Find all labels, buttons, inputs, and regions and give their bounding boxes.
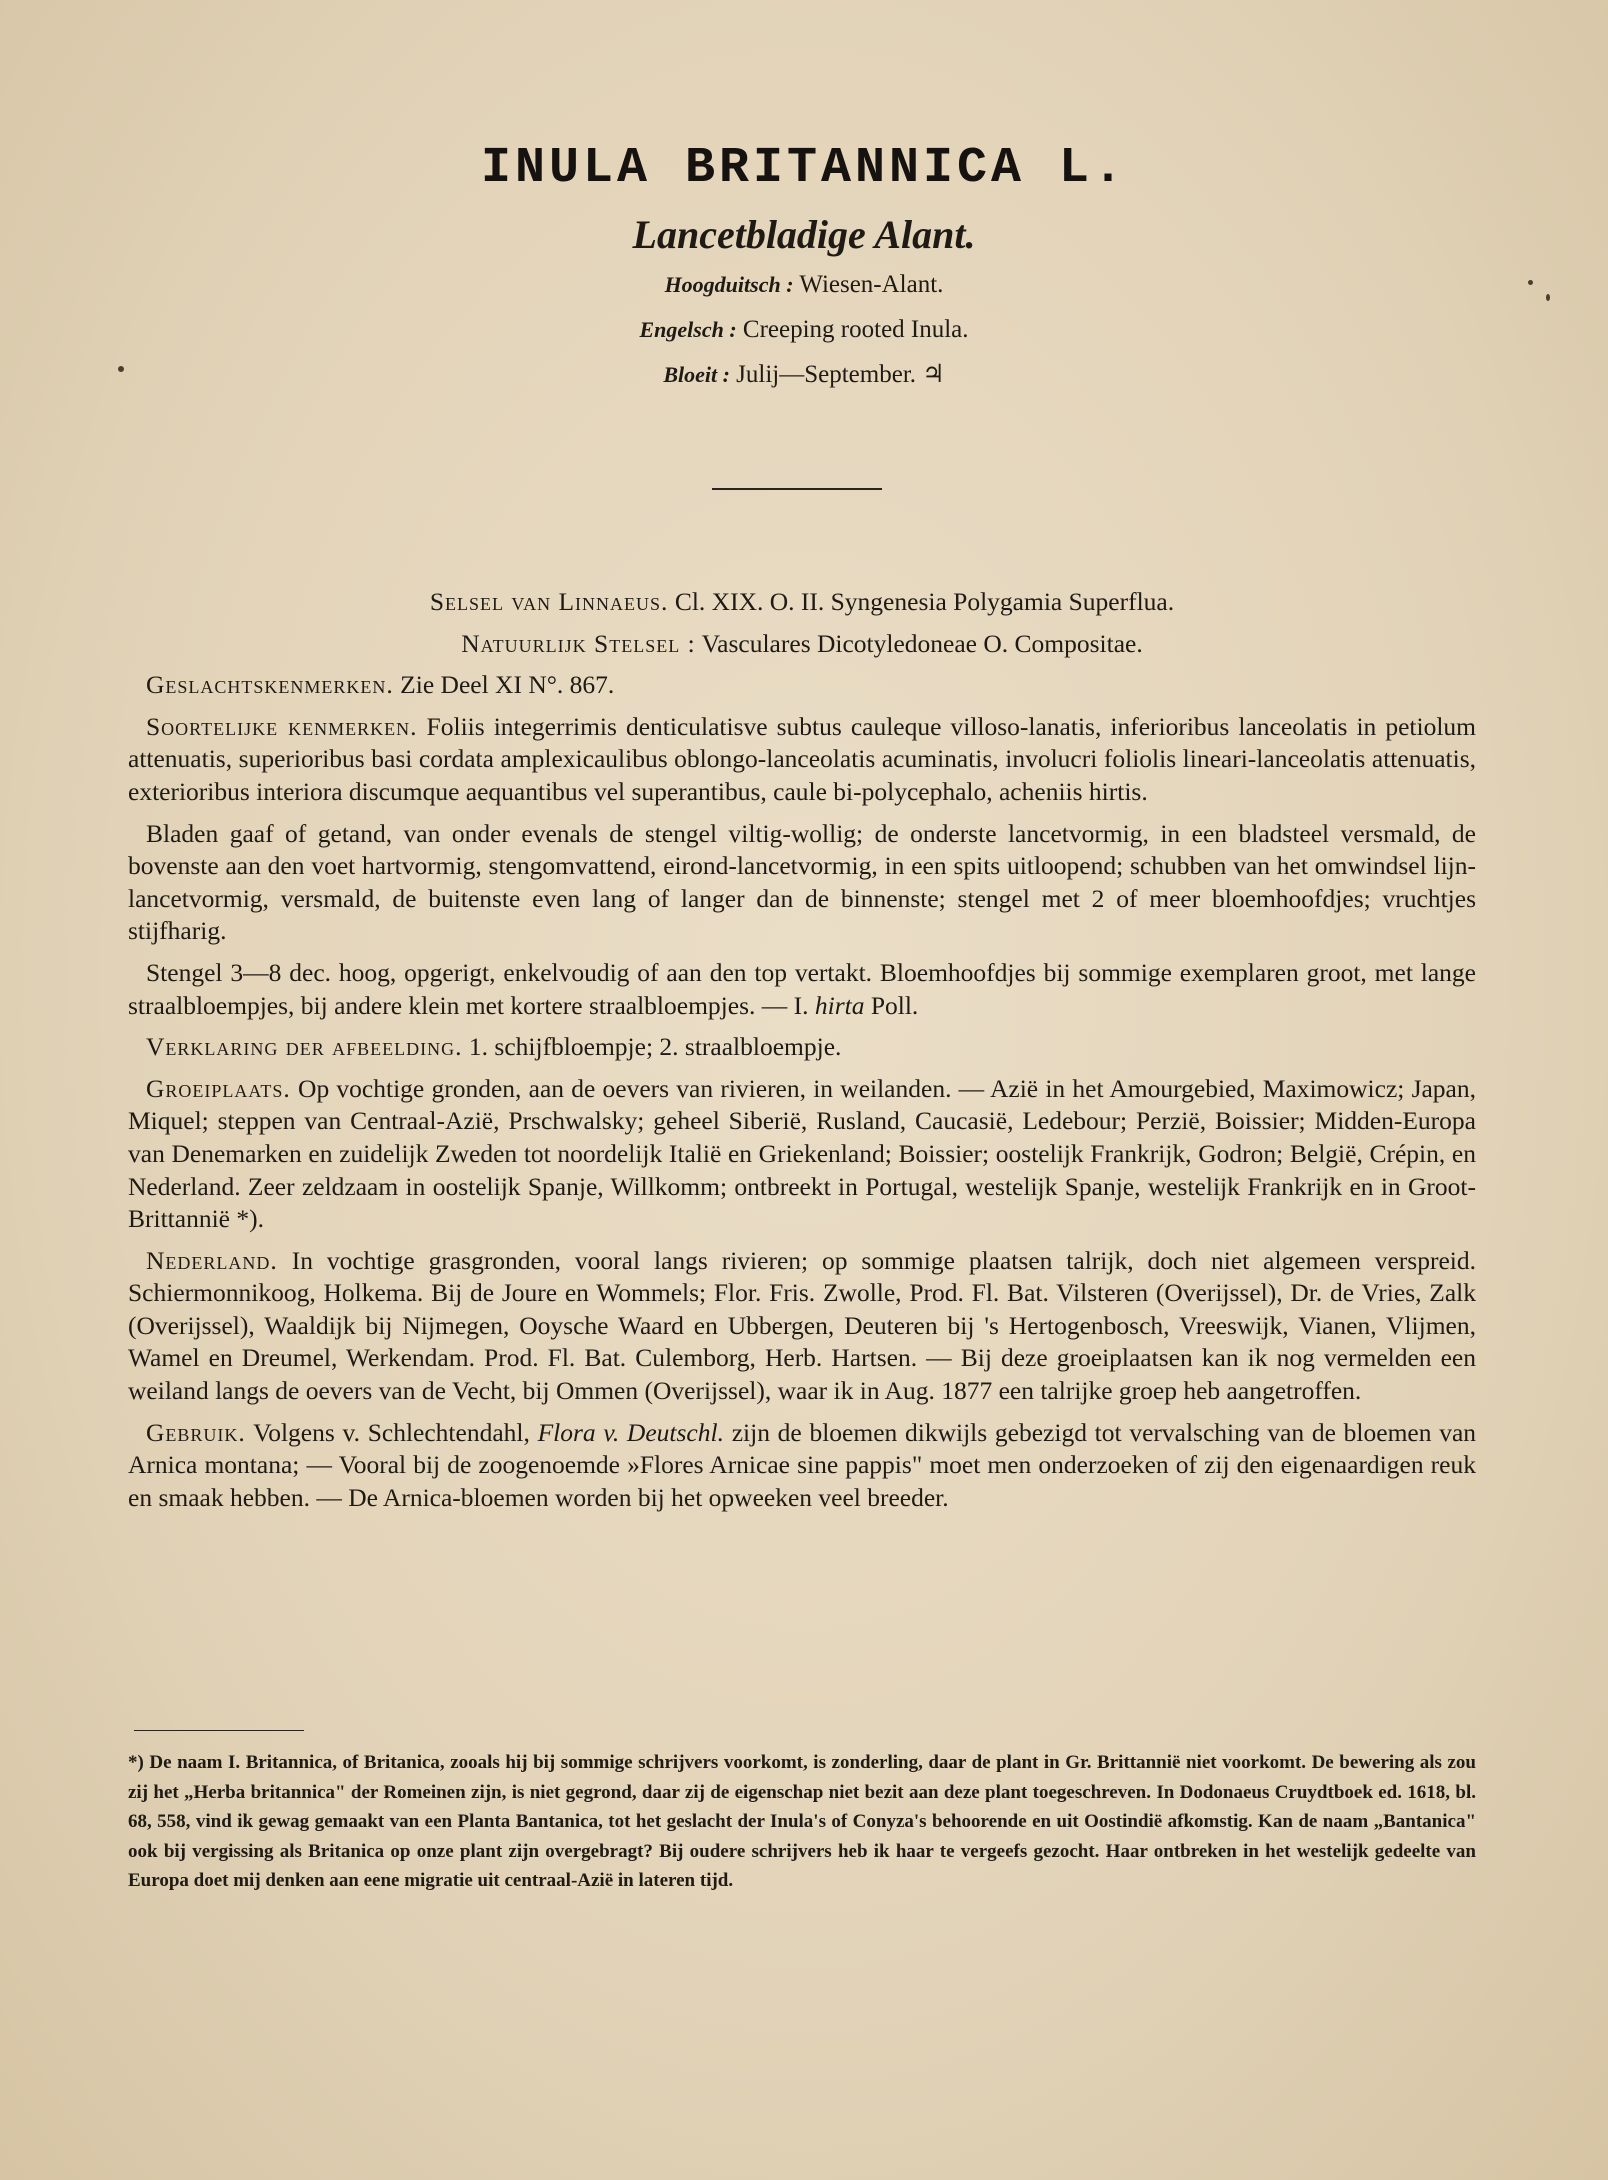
german-label: Hoogduitsch : (664, 272, 794, 297)
page-title: INULA BRITANNICA L. (480, 140, 1128, 197)
bloom-label: Bloeit : (663, 362, 730, 387)
header-divider (712, 488, 882, 490)
species-label: Soortelijke kenmerken. (146, 711, 418, 741)
linnaeus-value: Cl. XIX. O. II. Syngenesia Polygamia Superflua. (674, 587, 1175, 616)
english-name: Creeping rooted Inula. (742, 316, 969, 343)
main-text (128, 586, 1476, 1523)
natural-system (128, 628, 1476, 661)
netherlands-label: Nederland. (146, 1245, 278, 1275)
genus-label: Geslachtskenmerken. (146, 670, 394, 700)
german-name-line (0, 267, 1608, 303)
usage-text-2: zijn de bloemen dikwijls gebezigd tot vervalsching van de bloemen van Arnica montana; — Vooral bij de zoogenoemde »Flores Arnicae sine pappis" moet men onderzoeken of zij den eigenaardigen reuk en smaak hebben. — De Arnica-bloemen worden bij het opweeken veel breeder. (128, 1417, 1477, 1512)
figure-text: 1. schijfbloempje; 2. straalbloempje. (468, 1032, 842, 1062)
footnote-divider (134, 1730, 304, 1731)
genus-characters (128, 669, 1476, 702)
english-name-line (0, 312, 1608, 348)
page-subtitle: Lancetbladige Alant. (632, 212, 976, 257)
natural-label: Natuurlijk Stelsel : (461, 628, 696, 658)
usage-label: Gebruik. (146, 1417, 246, 1447)
german-name: Wiesen-Alant. (799, 271, 944, 298)
species-latin-text: Foliis integerrimis denticulatisve subtus cauleque villoso-lanatis, inferioribus lanceolatis in petiolum attenuatis, superioribus basi cordata amplexicaulibus oblongo-lanceolatis acuminatis, involucri foliolis lineari-lanceolatis attenuatis, exterioribus interiora discumque aequantibus vel superantibus, caule bi-polycephalo, acheniis hirtis. (128, 711, 1477, 806)
footnote: *) De naam I. Britannica, of Britanica, zooals hij bij sommige schrijvers voorkomt, is zonderling, daar de plant in Gr. Brittannië niet voorkomt. De bewering als zou zij het „Herba britannica" der Romeinen zijn, is niet gegrond, daar zij de eigenschap niet bezit aan deze plant toegeschreven. In Dodonaeus Cruydtboek ed. 1618, bl. 68, 558, vind ik gewag gemaakt van een Planta Bantanica, tot het geslacht der Inula's of Conyza's behoorende en uit Oostindië afkomstig. Kan de naam „Bantanica" ook bij vergissing als Britanica op onze plant zijn overgebragt? Bij oudere schrijvers heb ik haar te vergeefs gezocht. Haar ontbreken in het westelijk gedeelte van Europa doet mij denken aan eene migratie uit centraal-Azië in lateren tijd. (128, 1752, 1476, 1891)
species-dutch-description: Bladen gaaf of getand, van onder evenals de stengel viltig-wollig; de onderste lancetvormig, in een bladsteel versmald, de bovenste aan den voet hartvormig, stengomvattend, eirond-lancetvormig, in een spits uitloopend; schubben van het omwindsel lijn-lancetvormig, versmald, de buitenste even lang of langer dan de binnenste; stengel met 2 of meer bloemhoofdjes; vruchtjes stijfharig. (128, 818, 1476, 946)
usage-text-1: Volgens v. Schlechtendahl, (253, 1417, 530, 1447)
bloom-period: Julij—September. ♃ (736, 361, 945, 388)
usage (128, 1417, 1476, 1515)
species-characters (128, 711, 1476, 809)
netherlands-distribution (128, 1245, 1476, 1408)
habitat (128, 1073, 1476, 1236)
stem-italic: hirta (814, 990, 865, 1020)
netherlands-text: In vochtige grasgronden, vooral langs rivieren; op sommige plaatsen talrijk, doch niet algemeen verspreid. Schiermonnikoog, Holkema. Bij de Joure en Wommels; Flor. Fris. Zwolle, Prod. Fl. Bat. Vilsteren (Overijssel), Dr. de Vries, Zalk (Overijssel), Waaldijk bij Nijmegen, Ooysche Waard en Ubbergen, Deuteren bij 's Hertogenbosch, Vreeswijk, Vianen, Vlijmen, Wamel en Dreumel, Werkendam. Prod. Fl. Bat. Culemborg, Herb. Hartsen. — Bij deze groeiplaatsen kan ik nog vermelden een weiland langs de oevers van de Vecht, bij Ommen (Overijssel), waar ik in Aug. 1877 een talrijke groep heb aangetroffen. (128, 1245, 1476, 1406)
usage-italic: Flora v. Deutschl. (537, 1417, 724, 1447)
natural-value: Vasculares Dicotyledoneae O. Compositae. (701, 628, 1143, 658)
bloom-line (0, 357, 1608, 393)
linnaeus-system (128, 586, 1476, 619)
habitat-text: Op vochtige gronden, aan de oevers van rivieren, in weilanden. — Azië in het Amourgebied, Maximowicz; Japan, Miquel; steppen van Centraal-Azië, Prschwalsky; geheel Siberië, Rusland, Caucasië, Ledebour; Perzië, Boissier; Midden-Europa van Denemarken en zuidelijk Zweden tot noordelijk Italië en Griekenland; Boissier; oostelijk Frankrijk, Godron; België, Crépin, en Nederland. Zeer zeldzaam in oostelijk Spanje, Willkomm; ontbreekt in Portugal, westelijk Spanje, westelijk Frankrijk en in Groot-Brittannië *). (128, 1073, 1477, 1234)
figure-label: Verklaring der afbeelding. (146, 1032, 463, 1062)
stem-description (128, 957, 1476, 1022)
header (0, 140, 1608, 393)
figure-explanation (128, 1031, 1476, 1064)
stem-end: Poll. (870, 990, 919, 1020)
stem-text: Stengel 3—8 dec. hoog, opgerigt, enkelvoudig of aan den top vertakt. Bloemhoofdjes bij sommige exemplaren groot, met lange straalbloempjes, bij andere klein met kortere straalbloempjes. — I. (128, 957, 1476, 1020)
habitat-label: Groeiplaats. (146, 1073, 291, 1103)
genus-text: Zie Deel XI N°. 867. (400, 670, 615, 700)
linnaeus-label: Selsel van Linnaeus. (429, 587, 669, 616)
english-label: Engelsch : (639, 317, 737, 342)
